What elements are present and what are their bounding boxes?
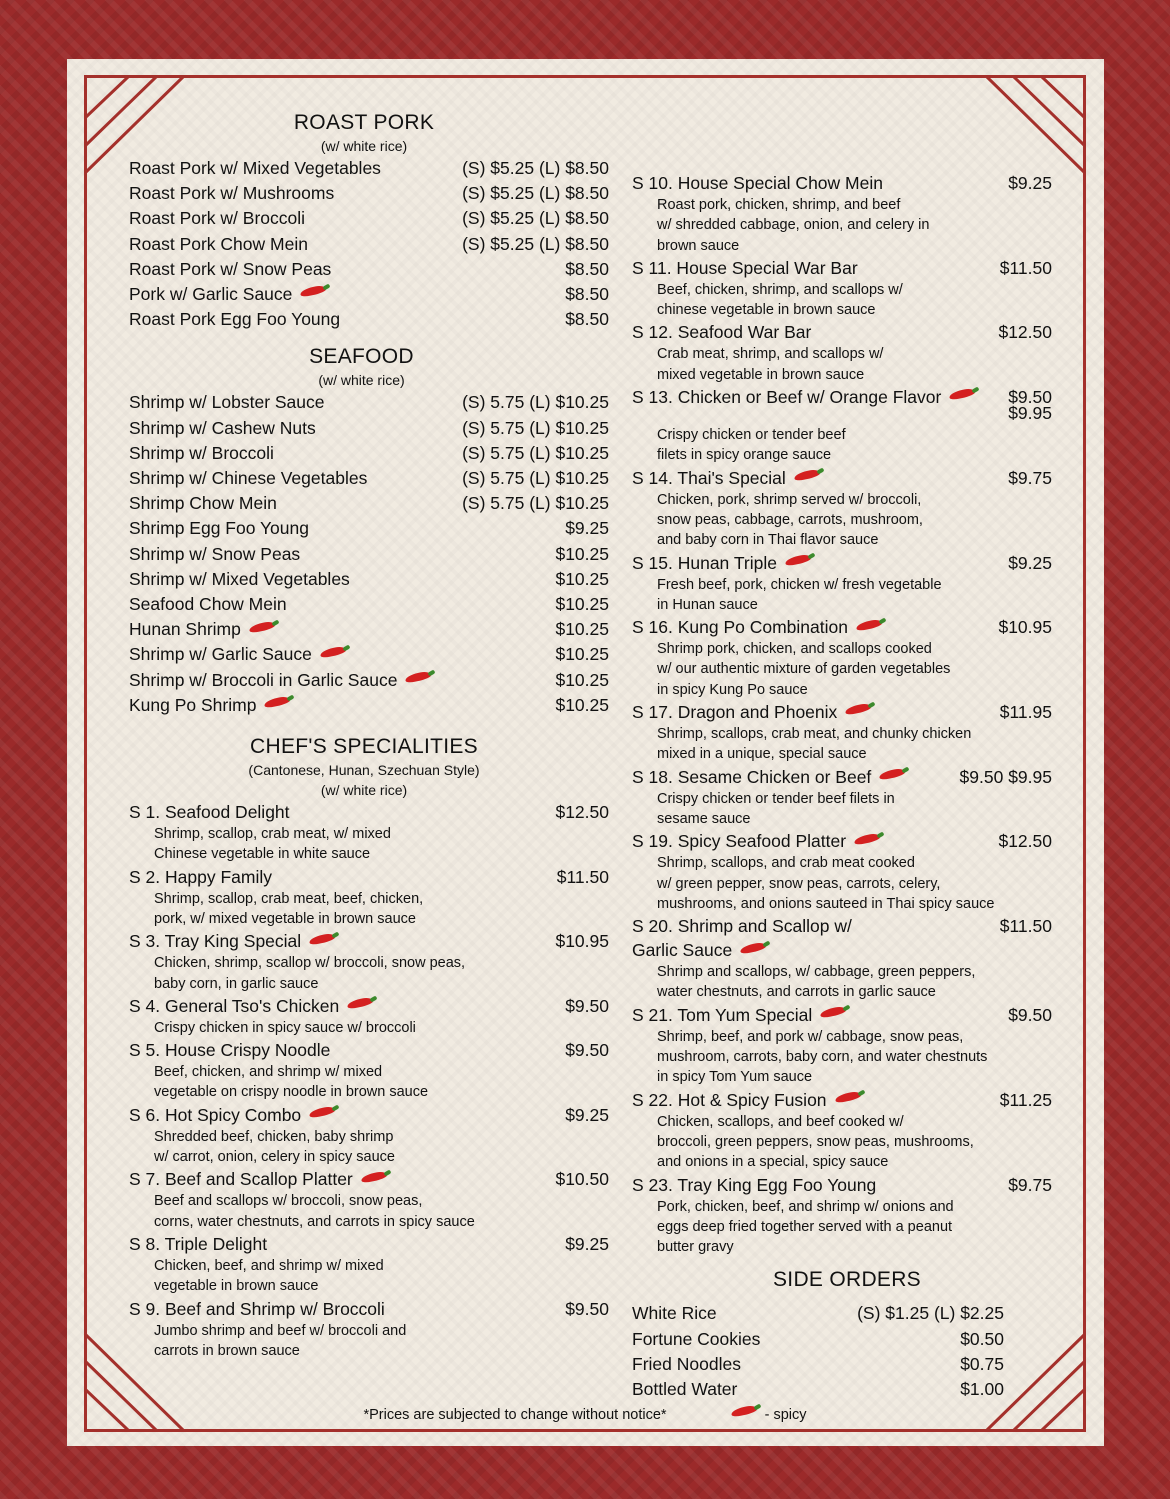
menu-item-description: w/ carrot, onion, celery in spicy sauce [154,1149,395,1166]
menu-item [129,491,609,516]
footer [0,1407,1170,1423]
chili-pepper-icon [249,621,279,633]
menu-item-price: (S) $1.25 (L) $2.25 [857,1303,1004,1324]
menu-item-name [129,1038,330,1062]
menu-item-name [129,466,367,491]
spicy-legend-text: - spicy [764,1407,807,1423]
menu-item-name [632,700,875,724]
menu-item-price: $10.25 [555,644,609,665]
menu-item-name-text: Bottled Water [632,1379,738,1399]
menu-item-price: $9.50 [565,1298,609,1319]
menu-item-price: $10.25 [555,543,609,564]
chili-pepper-icon [794,469,824,481]
menu-item-description: Chicken, shrimp, scallop w/ broccoli, snow peas, [154,955,466,972]
menu-item-name [129,516,309,541]
menu-item-price: $1.00 [960,1379,1004,1399]
menu-item [129,542,609,567]
menu-item-price: (S) $5.25 (L) $8.50 [462,183,609,204]
chili-pepper-icon [835,1091,865,1103]
menu-item-name [129,491,277,516]
menu-item-description: and onions in a special, spicy sauce [657,1154,889,1171]
chili-pepper-icon [949,388,979,400]
menu-item-name [632,1088,865,1112]
menu-item-description: w/ green pepper, snow peas, carrots, celery, [657,875,941,892]
right-column [632,171,1052,1402]
menu-item-description: mushrooms, and onions sauteed in Thai spicy sauce [657,895,995,912]
menu-item [129,282,609,307]
menu-item-name-text: S 8. Triple Delight [129,1233,268,1254]
menu-item-description: butter gravy [657,1239,734,1256]
menu-item [129,567,609,592]
menu-item-price: $9.50 $9.95 [959,766,1052,787]
menu-item-name [129,156,381,181]
menu-item-description: filets in spicy orange sauce [657,447,832,464]
menu-item-name-text: Roast Pork Chow Mein [129,233,308,254]
menu-item-description: w/ shredded cabbage, onion, and celery in [657,217,930,234]
menu-item-name-text: Hunan Shrimp [129,619,241,640]
menu-item-name [632,1301,717,1326]
menu-item [129,232,609,257]
menu-item [129,800,609,824]
menu-item-name-text: S 6. Hot Spicy Combo [129,1104,302,1125]
menu-item-price: (S) 5.75 (L) $10.25 [462,417,609,438]
chili-pepper-icon [879,768,909,780]
menu-item-name [129,929,339,953]
menu-item-description: Chicken, pork, shrimp served w/ broccoli, [657,491,922,508]
menu-item [632,1003,1052,1027]
menu-item-name [129,800,290,824]
menu-item-price: $11.25 [999,1089,1052,1110]
menu-item-price: (S) 5.75 (L) $10.25 [462,442,609,463]
menu-item-name-text: Shrimp w/ Snow Peas [129,543,301,564]
chili-pepper-icon [300,285,330,297]
menu-item-price: $10.95 [998,617,1052,638]
menu-item [632,1173,1052,1197]
menu-item-name-text: S 15. Hunan Triple [632,552,777,573]
menu-item-name-text: Seafood Chow Mein [129,594,287,615]
menu-item-name-text: Shrimp w/ Broccoli [129,442,274,463]
menu-item-name-text: S 17. Dragon and Phoenix [632,702,838,723]
menu-item-name [129,1167,391,1191]
menu-item-price: $11.50 [999,257,1052,278]
menu-item-continued [632,938,1052,962]
menu-item-price: (S) 5.75 (L) $10.25 [462,468,609,489]
menu-item [632,1088,1052,1112]
section-subtitle-chef-rice: (w/ white rice) [320,782,408,799]
menu-item-name [632,1377,737,1402]
menu-item [129,416,609,441]
menu-item-description: Shrimp, scallops, and crab meat cooked [657,855,915,872]
menu-item-name [129,693,294,718]
section-title-roast-pork: ROAST PORK [293,111,435,134]
chef-right-list [632,171,1052,1257]
menu-item-name [129,994,377,1018]
menu-item [632,256,1052,280]
menu-item [129,592,609,617]
menu-item-name-text: Shrimp w/ Mixed Vegetables [129,568,350,589]
menu-item-price: $9.25 [1008,552,1052,573]
chili-pepper-icon [785,554,815,566]
menu-item-price: $8.50 [565,258,609,279]
menu-item-name [129,232,308,257]
menu-item-description: and baby corn in Thai flavor sauce [657,532,879,549]
menu-item-description: baby corn, in garlic sauce [154,975,319,992]
menu-item-name-text: S 14. Thai's Special [632,467,786,488]
menu-item-price: $10.50 [555,1169,609,1190]
menu-item-price: $0.75 [960,1353,1004,1374]
menu-item [129,181,609,206]
menu-item-name [632,171,883,195]
menu-item-price: $10.25 [555,594,609,615]
menu-item-price: $11.50 [999,916,1052,937]
menu-item-name [129,257,331,282]
menu-item-name-text: S 23. Tray King Egg Foo Young [632,1174,877,1195]
menu-item-name-text: S 20. Shrimp and Scallop w/ [632,916,852,937]
menu-item-description: mixed vegetable in brown sauce [657,366,865,383]
menu-item-description: Beef, chicken, and shrimp w/ mixed [154,1064,383,1081]
menu-item-name-text: S 1. Seafood Delight [129,802,290,823]
spicy-legend [723,1407,807,1423]
menu-item-price: (S) 5.75 (L) $10.25 [462,392,609,413]
menu-item-price: $9.25 [565,1104,609,1125]
menu-item-description: Shredded beef, chicken, baby shrimp [154,1128,394,1145]
menu-item-price: $9.25 [1008,173,1052,193]
menu-item-name [129,1103,339,1127]
menu-item [129,441,609,466]
menu-item-name [129,390,325,415]
menu-item [632,1352,1004,1377]
menu-item-name-text: S 13. Chicken or Beef w/ Orange Flavor [632,387,942,408]
menu-item-description: Chicken, scallops, and beef cooked w/ [657,1113,904,1130]
menu-item-description: Shrimp, beef, and pork w/ cabbage, snow peas, [657,1028,964,1045]
chili-pepper-icon [820,1006,850,1018]
menu-item-price: (S) $5.25 (L) $8.50 [462,233,609,254]
menu-item-description: mixed in a unique, special sauce [657,746,867,763]
menu-item-name-text: S 19. Spicy Seafood Platter [632,831,847,852]
menu-item-description: Shrimp, scallop, crab meat, w/ mixed [154,826,391,843]
menu-item-price: $9.25 [565,518,609,539]
menu-item-description: Jumbo shrimp and beef w/ broccoli and [154,1322,407,1339]
menu-item-price: $9.75 [1008,1174,1052,1195]
menu-item [632,1377,1004,1402]
chili-pepper-icon [264,696,294,708]
menu-item-name-text: S 2. Happy Family [129,866,272,887]
menu-item [632,765,1052,789]
price-notice: *Prices are subjected to change without notice* [363,1407,667,1423]
menu-item-name [632,256,858,280]
chili-pepper-icon [856,619,886,631]
menu-item-name-text: Shrimp Chow Mein [129,493,277,514]
menu-item-name [632,914,852,938]
menu-item-description: broccoli, green peppers, snow peas, mushrooms, [657,1133,974,1150]
menu-item-name-text: Roast Pork w/ Mixed Vegetables [129,158,381,178]
menu-item-price: $9.50 [565,1040,609,1061]
section-title-seafood: SEAFOOD [309,345,414,369]
menu-item [129,668,609,693]
menu-item-name-text: Garlic Sauce [632,940,733,961]
menu-item [632,551,1052,575]
menu-item-name [129,1297,385,1321]
menu-item-description: in spicy Kung Po sauce [657,681,808,698]
menu-item-description: Crispy chicken or tender beef [657,427,846,444]
chili-pepper-icon [731,1405,761,1417]
menu-item [129,156,609,181]
menu-item-description: Shrimp, scallop, crab meat, beef, chicken, [154,890,424,907]
menu-item-price: $12.50 [998,831,1052,852]
menu-item-name-text: Shrimp w/ Broccoli in Garlic Sauce [129,669,398,690]
menu-item-name-text: S 5. House Crispy Noodle [129,1040,331,1061]
menu-item-name-text: Shrimp w/ Cashew Nuts [129,417,316,438]
menu-item-name-text: Roast Pork w/ Broccoli [129,208,306,229]
menu-item-price: $12.50 [998,322,1052,343]
menu-item-name-text: Roast Pork w/ Mushrooms [129,183,335,204]
menu-item-name-text: Fried Noodles [632,1353,741,1374]
menu-item [129,642,609,667]
menu-item-name [129,206,305,231]
menu-item [632,320,1052,344]
chili-pepper-icon [854,833,884,845]
menu-item-price: $11.50 [556,866,609,887]
chili-pepper-icon [845,703,875,715]
menu-item-name-text: Shrimp w/ Garlic Sauce [129,644,312,665]
menu-item-name [129,542,300,567]
menu-item-description: pork, w/ mixed vegetable in brown sauce [154,910,416,927]
menu-item-name-text: S 16. Kung Po Combination [632,617,848,638]
menu-item-name [129,865,272,889]
menu-item-name [129,1232,267,1256]
menu-item-price: $10.25 [555,619,609,640]
menu-item [129,257,609,282]
menu-item [632,171,1052,195]
chili-pepper-icon [405,671,435,683]
menu-item-description: corns, water chestnuts, and carrots in spicy sauce [154,1213,475,1230]
section-subtitle-roast-pork: (w/ white rice) [320,138,408,154]
side-orders-list [632,1301,1004,1402]
chili-pepper-icon [309,933,339,945]
menu-item-name-text: S 4. General Tso's Chicken [129,995,340,1016]
menu-item [632,615,1052,639]
menu-item-name [129,307,340,332]
menu-item-name-text: Pork w/ Garlic Sauce [129,284,293,305]
menu-item-description: Crab meat, shrimp, and scallops w/ [657,346,884,363]
menu-item-price: $11.95 [999,702,1052,723]
menu-item-name-text: Roast Pork w/ Snow Peas [129,258,332,279]
left-column [129,110,609,1361]
menu-item-name [632,466,824,490]
menu-item [129,390,609,415]
menu-item-name-text: Kung Po Shrimp [129,694,257,715]
menu-item-description: Crispy chicken or tender beef filets in [657,790,895,807]
menu-item [129,1103,609,1127]
menu-item-name [129,592,287,617]
menu-item-description: Roast pork, chicken, shrimp, and beef [657,197,901,213]
menu-item-name [129,441,274,466]
menu-item-name [129,668,435,693]
menu-item [129,617,609,642]
menu-item-name [129,282,330,307]
menu-item-name-text: Shrimp w/ Lobster Sauce [129,392,325,413]
menu-item-name [129,416,316,441]
menu-item-description: Pork, chicken, beef, and shrimp w/ onions and [657,1198,954,1215]
section-title-side-orders: SIDE ORDERS [773,1268,921,1292]
menu-item-name-text: S 7. Beef and Scallop Platter [129,1169,353,1190]
menu-item-description: Fresh beef, pork, chicken w/ fresh vegetable [657,576,942,593]
menu-item-description: eggs deep fried together served with a peanut [657,1218,953,1235]
menu-item-description: Beef, chicken, shrimp, and scallops w/ [657,281,903,298]
section-subtitle-seafood: (w/ white rice) [318,372,405,389]
menu-item-price: (S) $5.25 (L) $8.50 [462,158,609,178]
menu-item-price: $9.75 [1008,467,1052,488]
menu-item [129,516,609,541]
menu-item [129,1297,609,1321]
roast-pork-list [129,156,609,332]
menu-item-price: $9.50 [565,995,609,1016]
chili-pepper-icon [347,997,377,1009]
menu-item-price: (S) $5.25 (L) $8.50 [462,208,609,229]
menu-item [129,206,609,231]
menu-item-description: carrots in brown sauce [154,1342,300,1359]
menu-item-name-text: S 3. Tray King Special [129,931,302,952]
menu-item-name [632,1327,760,1352]
menu-item-description: vegetable in brown sauce [154,1278,319,1295]
menu-item [129,865,609,889]
menu-item [632,1327,1004,1352]
menu-item-description: brown sauce [657,237,740,254]
menu-item-price: (S) 5.75 (L) $10.25 [462,493,609,514]
menu-item-name-text: Shrimp Egg Foo Young [129,518,309,539]
menu-item-description: mushroom, carrots, baby corn, and water chestnuts [657,1049,988,1066]
menu-item [632,914,1052,938]
menu-item [632,700,1052,724]
menu-item-name [632,1173,876,1197]
chef-left-list [129,800,609,1361]
menu-item-name-text: S 9. Beef and Shrimp w/ Broccoli [129,1298,385,1319]
menu-item-price: $9.50 [1008,387,1052,408]
menu-item-name [129,617,279,642]
menu-item-price: $9.50 [1008,1004,1052,1025]
menu-item [129,1038,609,1062]
menu-item-name-text: White Rice [632,1303,717,1324]
section-subtitle-chef-style: (Cantonese, Hunan, Szechuan Style) [248,762,480,779]
menu-item-description: chinese vegetable in brown sauce [657,302,876,319]
menu-item-description: in Hunan sauce [657,596,758,613]
menu-item-description: Shrimp and scallops, w/ cabbage, green peppers, [657,964,976,981]
menu-item [129,466,609,491]
menu-item-description: snow peas, cabbage, carrots, mushroom, [657,511,923,528]
menu-item-description: Shrimp, scallops, crab meat, and chunky chicken [657,726,972,743]
chili-pepper-icon [361,1171,391,1183]
menu-item-price: $12.50 [555,802,609,823]
menu-item-name [632,765,909,789]
menu-item-price: $10.25 [555,568,609,589]
menu-item-description: vegetable on crispy noodle in brown sauce [154,1084,429,1101]
section-title-chef: CHEF'S SPECIALITIES [250,735,478,759]
seafood-list [129,390,609,718]
menu-item-name-text: S 11. House Special War Bar [632,257,858,278]
menu-item-description: Chinese vegetable in white sauce [154,846,371,863]
menu-item [129,693,609,718]
menu-item-description: Beef and scallops w/ broccoli, snow peas, [154,1193,423,1210]
menu-item-price: $10.25 [555,669,609,690]
menu-item-name-text: S 10. House Special Chow Mein [632,173,883,193]
menu-item-name [129,181,334,206]
menu-item-price: $10.25 [555,694,609,715]
menu-item-name-text: S 18. Sesame Chicken or Beef [632,766,872,787]
menu-item-name-text: Shrimp w/ Chinese Vegetables [129,468,368,489]
menu-item-name-text: Fortune Cookies [632,1328,761,1349]
menu-item [632,466,1052,490]
menu-item [129,1232,609,1256]
menu-item-name [632,385,979,409]
menu-item-description: Shrimp pork, chicken, and scallops cooked [657,641,932,658]
menu-item-name-text: S 21. Tom Yum Special [632,1004,813,1025]
menu-item-name [129,567,350,592]
menu-item [129,929,609,953]
chili-pepper-icon [309,1106,339,1118]
menu-item [129,994,609,1018]
chili-pepper-icon [320,646,350,658]
chili-pepper-icon [740,942,770,954]
menu-item-name [632,320,811,344]
menu-item-description: sesame sauce [657,810,751,827]
menu-item-description: Crispy chicken in spicy sauce w/ broccoli [154,1019,416,1036]
menu-item-name-text: S 22. Hot & Spicy Fusion [632,1089,827,1110]
menu-item-name [632,829,884,853]
menu-item [129,1167,609,1191]
menu-item-name-text: S 12. Seafood War Bar [632,322,812,343]
menu-item [129,307,609,332]
menu-item [632,829,1052,853]
menu-item-name [632,615,886,639]
menu-item-description: water chestnuts, and carrots in garlic sauce [657,984,936,1001]
menu-item-name-text: Roast Pork Egg Foo Young [129,309,341,330]
menu-item-name [632,938,770,962]
menu-item-price: $9.95 [1008,403,1052,424]
menu-item-price: $10.95 [555,931,609,952]
menu-item-description: Chicken, beef, and shrimp w/ mixed [154,1257,384,1274]
menu-item-description: w/ our authentic mixture of garden vegetables [657,661,951,678]
menu-item-price: $8.50 [565,309,609,330]
menu-item-name [129,642,350,667]
menu-item-name [632,1003,850,1027]
menu-item-description: in spicy Tom Yum sauce [657,1069,813,1086]
menu-item-name [632,551,815,575]
menu-item-price: $0.50 [960,1328,1004,1349]
menu-item-price: $9.25 [565,1233,609,1254]
menu-item [632,1301,1004,1326]
menu-item-price: $8.50 [565,284,609,305]
menu-item-name [632,1352,741,1377]
